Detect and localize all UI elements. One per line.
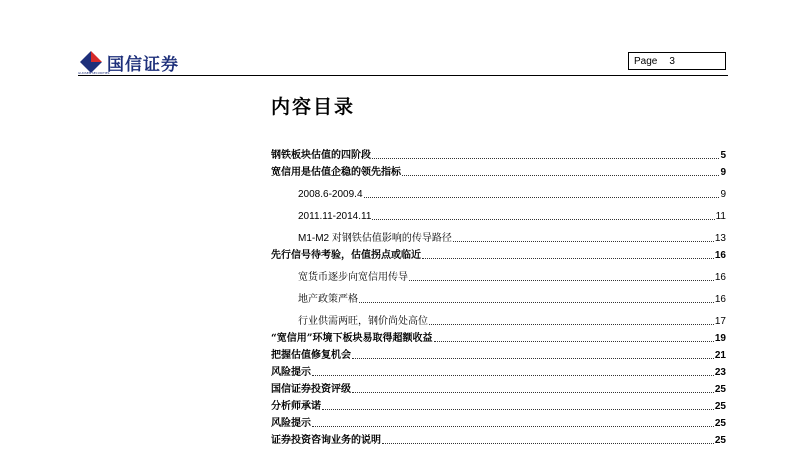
toc-entry[interactable] (271, 284, 726, 306)
logo-subtext: GUOSEN SECURITIES (78, 71, 110, 75)
toc-entry-page: 25 (714, 418, 726, 429)
toc-leader-dots (372, 219, 714, 220)
header-rule (78, 75, 728, 76)
toc-entry-label: 风险提示 (271, 418, 311, 429)
toc-leader-dots (312, 375, 714, 376)
toc-entry-page: 25 (714, 435, 726, 446)
toc-entry-page: 17 (714, 316, 726, 327)
toc-entry[interactable] (271, 162, 726, 179)
toc-leader-dots (352, 358, 714, 359)
toc-entry-page: 5 (720, 150, 726, 161)
toc-entry-label: 把握估值修复机会 (271, 350, 351, 361)
toc-entry-page: 25 (714, 401, 726, 412)
logo-text: 国信证券 (107, 54, 179, 75)
toc-entry-label: 先行信号待考验，估值拐点或临近 (271, 250, 421, 261)
page-title: 内容目录 (271, 96, 356, 118)
toc-entry[interactable] (271, 379, 726, 396)
toc-entry-label: 2011.11-2014.11 (298, 211, 372, 222)
page-indicator (628, 52, 726, 70)
toc-leader-dots (453, 241, 714, 242)
toc-entry-label: 分析师承诺 (271, 401, 321, 412)
toc-entry-label: 钢铁板块估值的四阶段 (271, 150, 371, 161)
toc-entry-label: 宽信用是估值企稳的领先指标 (271, 167, 401, 178)
toc-entry-page: 16 (714, 294, 726, 305)
toc-entry[interactable] (271, 413, 726, 430)
toc-entry-label: 国信证券投资评级 (271, 384, 351, 395)
toc-entry-page: 16 (714, 250, 726, 261)
page-label: Page (634, 55, 658, 67)
toc-entry-label: 风险提示 (271, 367, 311, 378)
toc-entry-page: 16 (714, 272, 726, 283)
toc-entry-label: 宽货币逐步向宽信用传导 (298, 272, 408, 283)
toc-entry-page: 9 (720, 189, 726, 200)
toc-entry[interactable] (271, 179, 726, 201)
toc-entry[interactable] (271, 345, 726, 362)
toc-leader-dots (322, 409, 714, 410)
toc-entry[interactable] (271, 145, 726, 162)
toc-entry[interactable] (271, 306, 726, 328)
toc-entry-page: 19 (714, 333, 726, 344)
table-of-contents (271, 145, 726, 447)
toc-entry[interactable] (271, 328, 726, 345)
toc-entry-page: 25 (714, 384, 726, 395)
toc-entry[interactable] (271, 201, 726, 223)
toc-entry-label: 行业供需两旺，钢价尚处高位 (298, 316, 428, 327)
toc-entry-page: 13 (714, 233, 726, 244)
toc-entry-label: “宽信用”环境下板块易取得超额收益 (271, 333, 433, 344)
toc-entry[interactable] (271, 430, 726, 447)
page-number: 3 (669, 55, 675, 67)
toc-leader-dots (402, 175, 719, 176)
toc-entry[interactable] (271, 223, 726, 245)
toc-entry-page: 21 (714, 350, 726, 361)
toc-entry[interactable] (271, 362, 726, 379)
toc-leader-dots (382, 443, 714, 444)
toc-entry-label: 地产政策严格 (298, 294, 358, 305)
toc-leader-dots (359, 302, 714, 303)
toc-leader-dots (434, 341, 714, 342)
toc-leader-dots (372, 158, 719, 159)
toc-entry-label: 2008.6-2009.4 (298, 189, 363, 200)
toc-leader-dots (352, 392, 714, 393)
toc-entry[interactable] (271, 245, 726, 262)
toc-entry-page: 9 (720, 167, 726, 178)
toc-leader-dots (364, 197, 720, 198)
toc-entry-page: 11 (715, 211, 726, 222)
toc-entry[interactable] (271, 262, 726, 284)
toc-entry-label: M1-M2 对钢铁估值影响的传导路径 (298, 233, 452, 244)
toc-entry-label: 证券投资咨询业务的说明 (271, 435, 381, 446)
toc-leader-dots (312, 426, 714, 427)
toc-leader-dots (409, 280, 714, 281)
toc-leader-dots (422, 258, 714, 259)
toc-entry[interactable] (271, 396, 726, 413)
toc-leader-dots (429, 324, 714, 325)
toc-entry-page: 23 (714, 367, 726, 378)
